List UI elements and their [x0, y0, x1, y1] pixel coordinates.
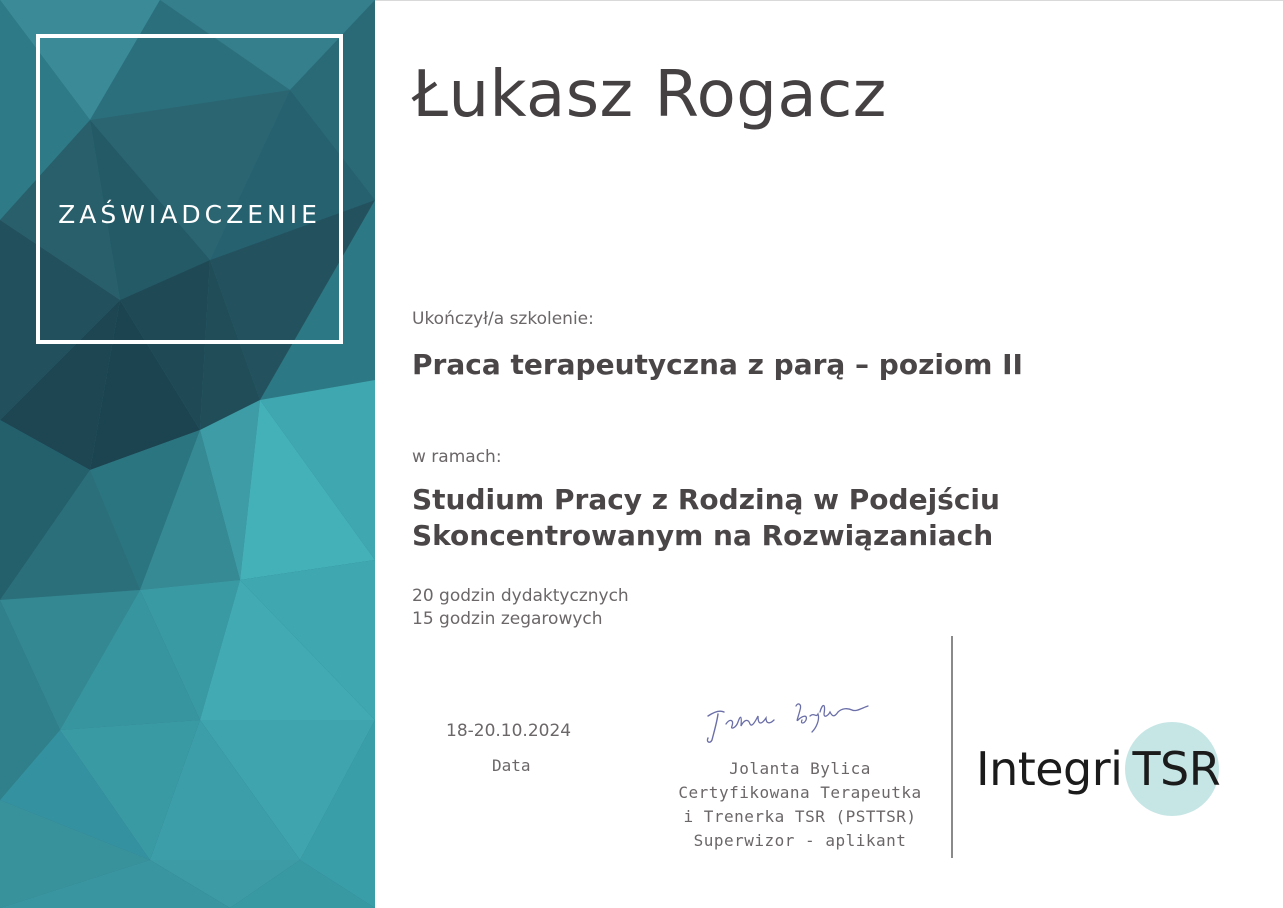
certificate-heading: ZAŚWIADCZENIE	[58, 200, 321, 229]
recipient-name: Łukasz Rogacz	[412, 58, 887, 132]
logo-part-integri: Integri	[976, 742, 1123, 796]
certificate-heading-frame	[36, 34, 343, 344]
signer-name: Jolanta Bylica	[729, 759, 871, 778]
date-label: Data	[492, 756, 531, 775]
signer-block	[665, 757, 935, 853]
signer-title-line-1: Certyfikowana Terapeutka	[678, 783, 922, 802]
integri-tsr-logo	[976, 722, 1226, 818]
hours-info	[412, 585, 629, 631]
logo-text	[976, 742, 1220, 796]
completed-label: Ukończył/a szkolenie:	[412, 309, 594, 329]
top-border-line	[375, 0, 1283, 1]
hours-didactic: 20 godzin dydaktycznych	[412, 586, 629, 606]
logo-part-tsr: TSR	[1132, 742, 1221, 796]
decorative-side-panel	[0, 0, 375, 908]
program-title-line-2: Skoncentrowanym na Rozwiązaniach	[412, 519, 994, 552]
course-title: Praca terapeutyczna z parą – poziom II	[412, 348, 1023, 381]
signer-title-line-2: i Trenerka TSR (PSTTSR)	[683, 807, 917, 826]
hours-clock: 15 godzin zegarowych	[412, 609, 603, 629]
within-label: w ramach:	[412, 447, 502, 467]
handwritten-signature	[700, 690, 875, 750]
program-title	[412, 482, 1112, 554]
program-title-line-1: Studium Pracy z Rodziną w Podejściu	[412, 483, 1000, 516]
date-value: 18-20.10.2024	[446, 721, 572, 741]
vertical-divider	[951, 636, 953, 858]
signer-title-line-3: Superwizor - aplikant	[693, 831, 907, 850]
